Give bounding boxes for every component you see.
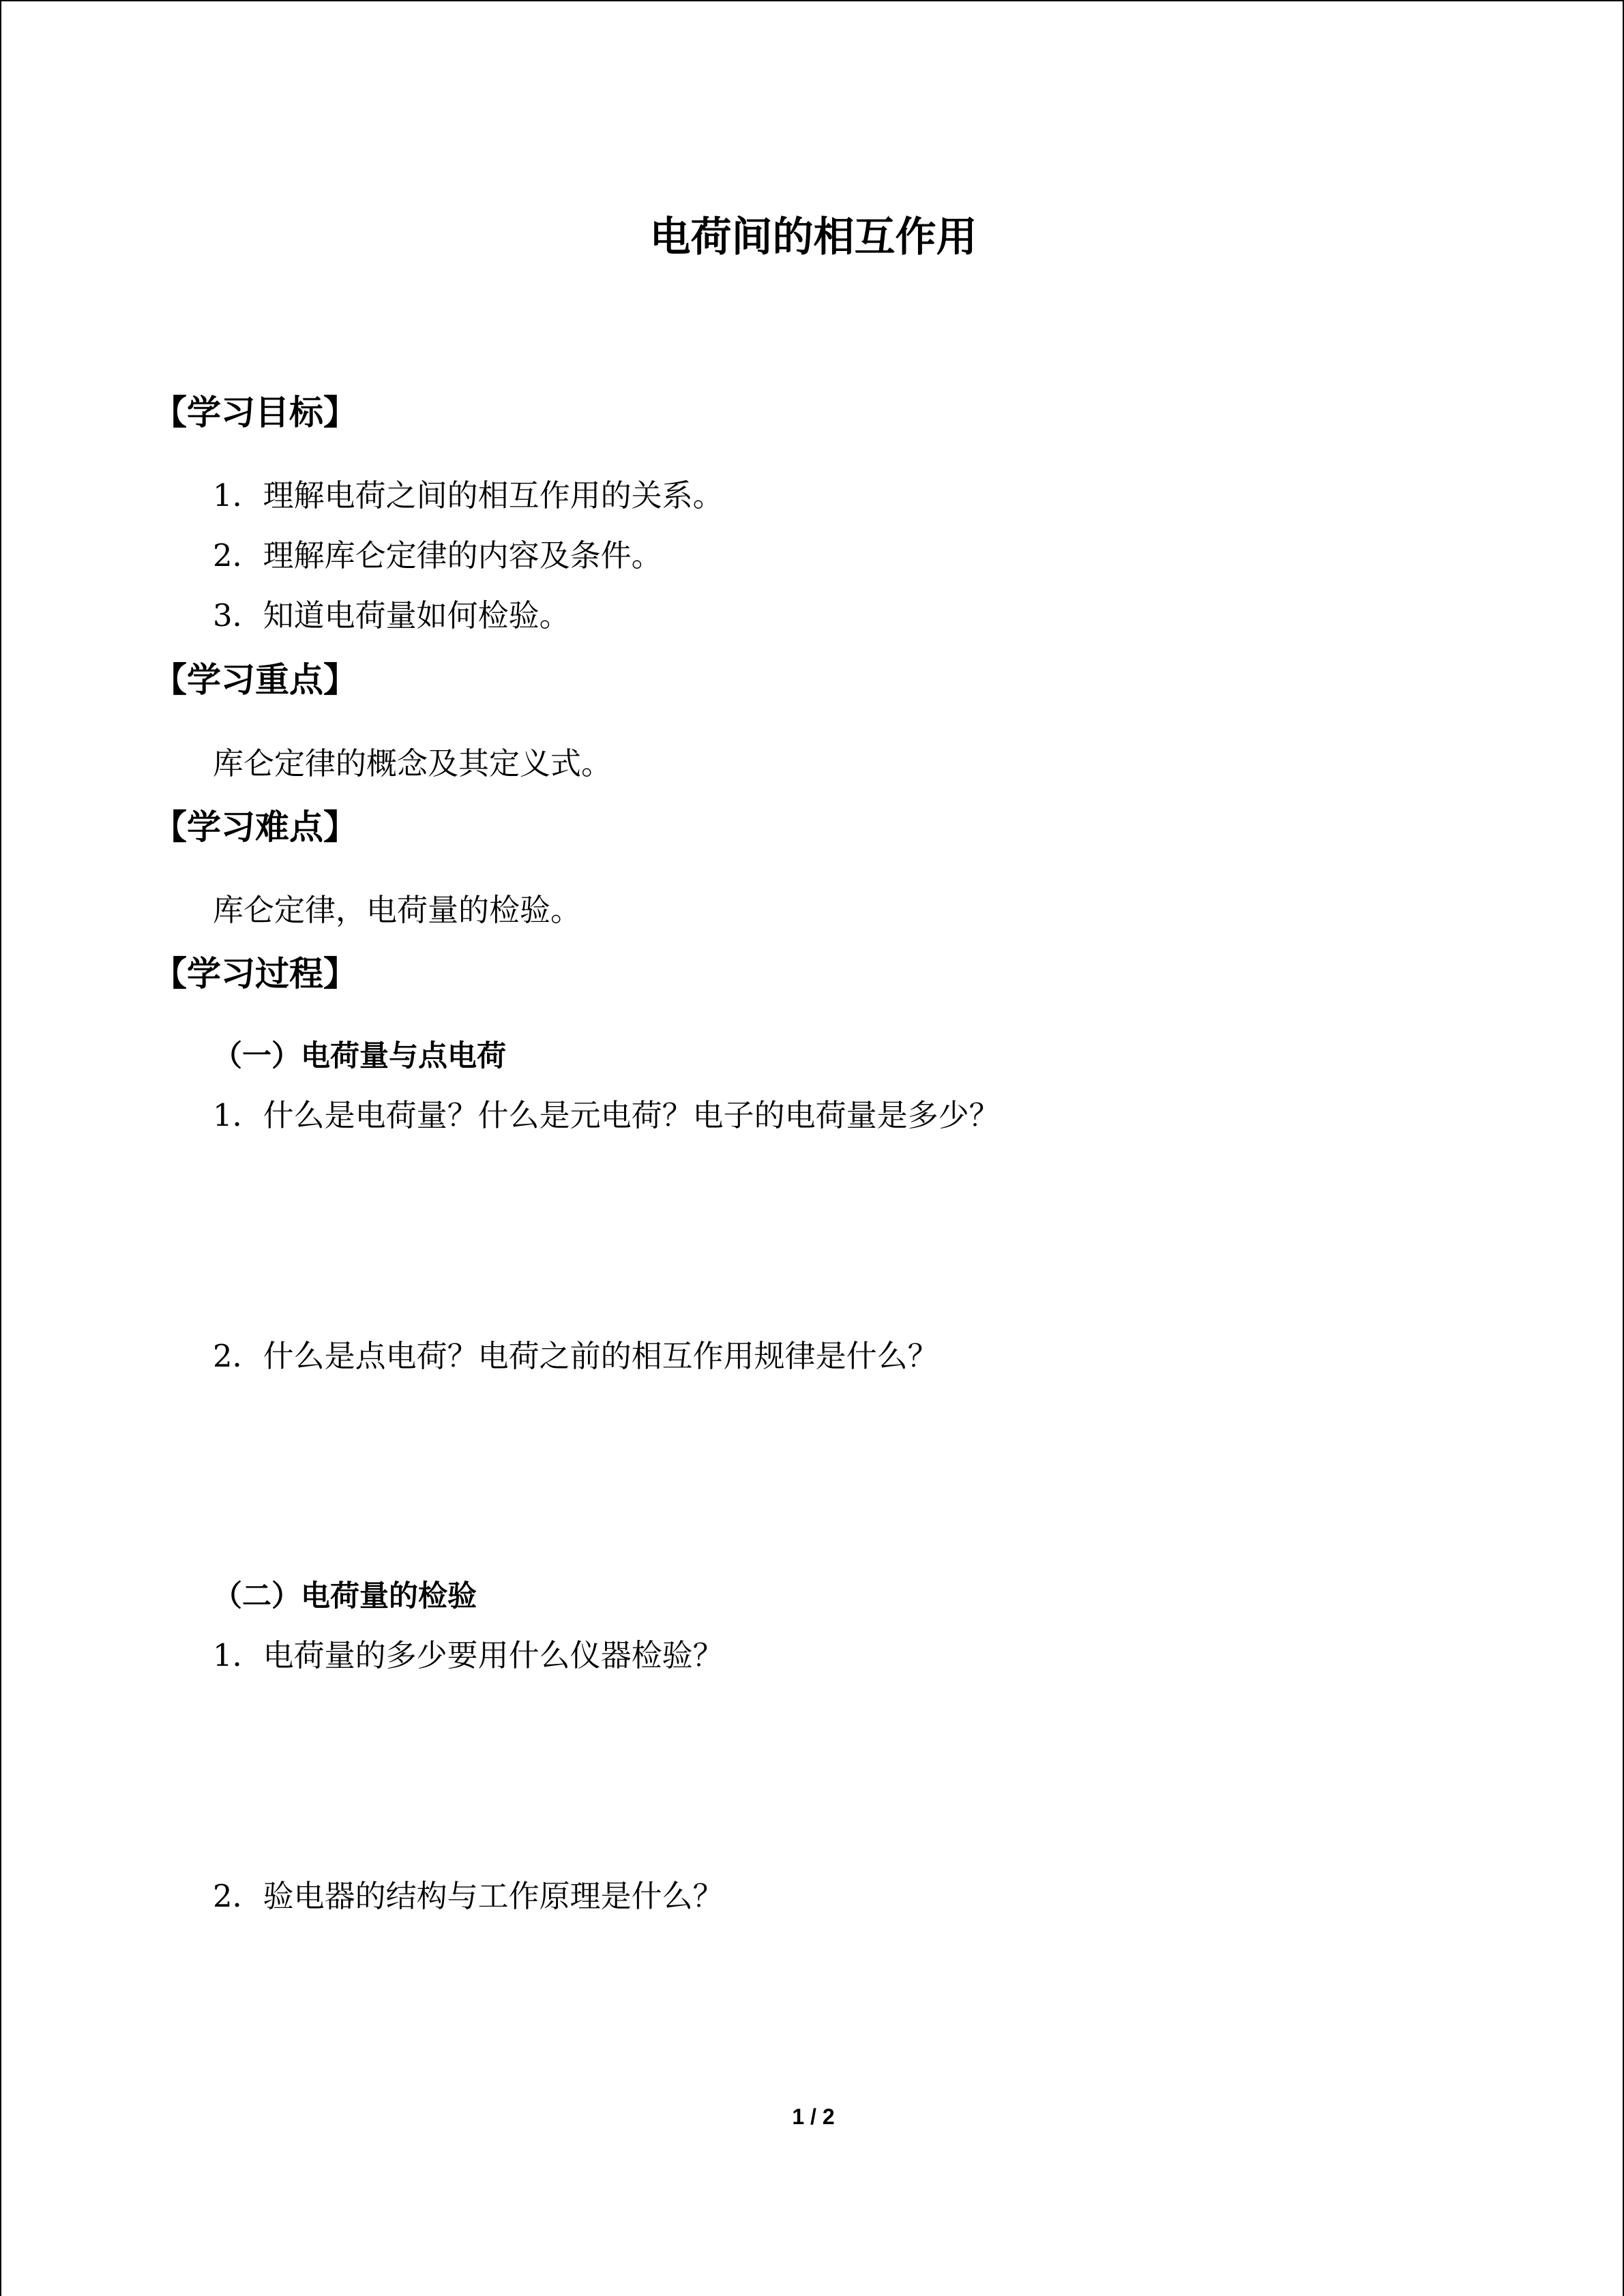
objective-item-1: 1．理解电荷之间的相互作用的关系。	[213, 477, 724, 513]
process-part-2-title: （二）电荷量的检验	[213, 1579, 477, 1613]
objective-item-2: 2．理解库仑定律的内容及条件。	[213, 537, 662, 573]
process-part-1-question-2: 2．什么是点电荷？电荷之前的相互作用规律是什么？	[213, 1338, 939, 1374]
page-number: 1 / 2	[792, 2104, 835, 2129]
difficulties-text: 库仑定律，电荷量的检验。	[213, 892, 582, 928]
process-part-1-title: （一）电荷量与点电荷	[213, 1039, 506, 1073]
objective-item-3: 3．知道电荷量如何检验。	[213, 597, 570, 633]
process-part-2-question-2: 2．验电器的结构与工作原理是什么？	[213, 1878, 724, 1914]
page-title: 电荷间的相互作用	[649, 213, 977, 261]
heading-key-points: 【学习重点】	[153, 660, 357, 700]
process-part-2-question-1: 1．电荷量的多少要用什么仪器检验？	[213, 1637, 724, 1673]
heading-process: 【学习过程】	[153, 954, 357, 994]
heading-objectives: 【学习目标】	[153, 393, 357, 432]
heading-difficulties: 【学习难点】	[153, 807, 357, 847]
key-points-text: 库仑定律的概念及其定义式。	[213, 745, 612, 781]
process-part-1-question-1: 1．什么是电荷量？什么是元电荷？电子的电荷量是多少？	[213, 1097, 1000, 1133]
